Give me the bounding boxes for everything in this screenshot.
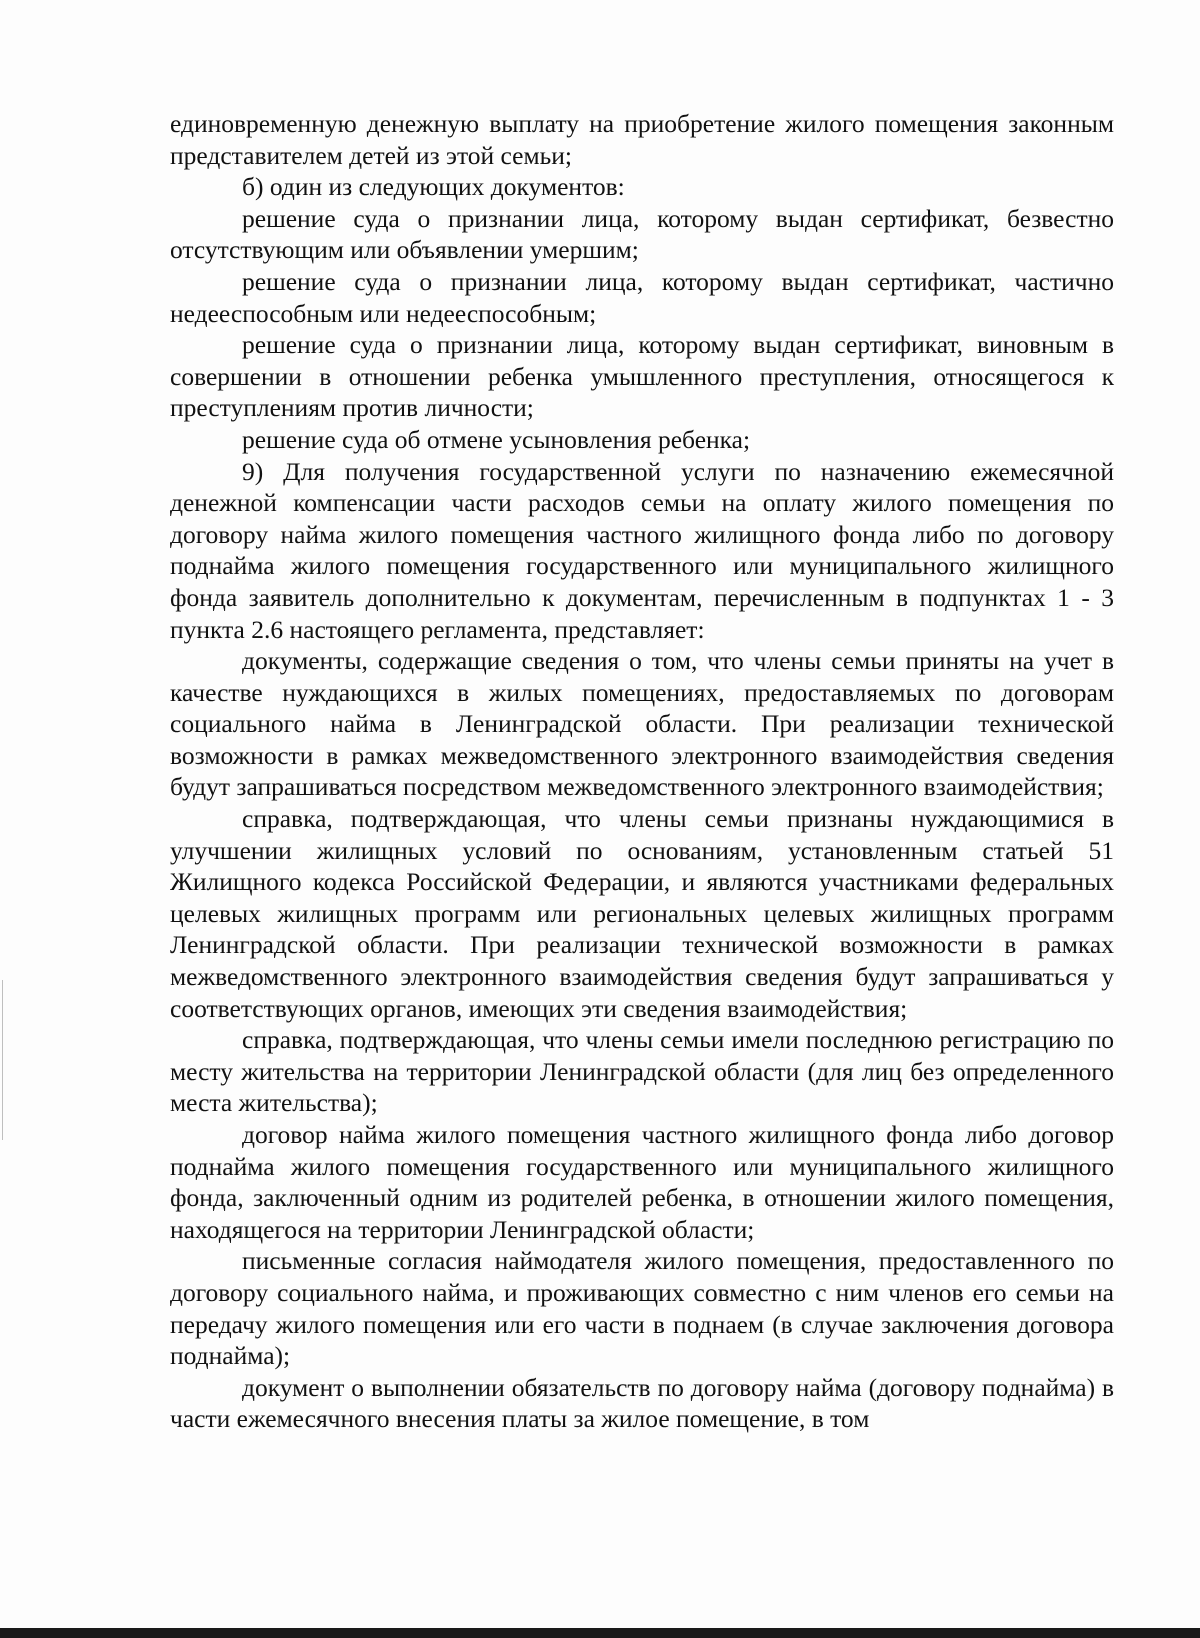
paragraph-5: решение суда о признании лица, которому выдан сертификат, виновным в совершении в отношении ребенка умышленного преступления, относящегося к преступлениям против личности;	[170, 330, 1114, 423]
paragraph-13: документ о выполнении обязательств по договору найма (договору поднайма) в части ежемесячного внесения платы за жилое помещение, в том	[170, 1372, 1114, 1434]
scan-bottom-edge	[0, 1628, 1200, 1638]
paragraph-2: б) один из следующих документов:	[242, 172, 625, 202]
paragraph-11: договор найма жилого помещения частного жилищного фонда либо договор поднайма жилого помещения государственного или муниципального жилищного фонда, заключенный одним из родителей ребенка, в отношении жилого помещения, находящегося на территории Ленинградской области;	[170, 1120, 1114, 1244]
paragraph-4: решение суда о признании лица, которому выдан сертификат, частично недееспособным или недееспособным;	[170, 266, 1114, 328]
paragraph-6: решение суда об отмене усыновления ребенка;	[242, 424, 751, 454]
scan-edge-artifact	[2, 980, 3, 1140]
paragraph-1: единовременную денежную выплату на приобретение жилого помещения законным представителем детей из этой семьи;	[170, 109, 1114, 170]
document-body	[170, 108, 1114, 1435]
paragraph-9: справка, подтверждающая, что члены семьи признаны нуждающимися в улучшении жилищных условий по основаниям, установленным статьей 51 Жилищного кодекса Российской Федерации, и являются участниками федеральных целевых жилищных программ или региональных целевых жилищных программ Ленинградской области. При реализации технической возможности в рамках межведомственного электронного взаимодействия сведения будут запрашиваться у соответствующих органов, имеющих эти сведения взаимодействия;	[170, 804, 1114, 1023]
paragraph-7: 9) Для получения государственной услуги по назначению ежемесячной денежной компенсации части расходов семьи на оплату жилого помещения по договору найма жилого помещения частного жилищного фонда либо по договору поднайма жилого помещения государственного или муниципального жилищного фонда заявитель дополнительно к документам, перечисленным в подпунктах 1 - 3 пункта 2.6 настоящего регламента, представляет:	[170, 456, 1114, 644]
paragraph-3: решение суда о признании лица, которому выдан сертификат, безвестно отсутствующим или объявлении умершим;	[170, 203, 1114, 265]
paragraph-12: письменные согласия наймодателя жилого помещения, предоставленного по договору социального найма, и проживающих совместно с ним членов его семьи на передачу жилого помещения или его части в поднаем (в случае заключения договора поднайма);	[170, 1246, 1114, 1371]
paragraph-10: справка, подтверждающая, что члены семьи имели последнюю регистрацию по месту жительства на территории Ленинградской области (для лиц без определенного места жительства);	[170, 1025, 1114, 1118]
paragraph-8: документы, содержащие сведения о том, что члены семьи приняты на учет в качестве нуждающихся в жилых помещениях, предоставляемых по договорам социального найма в Ленинградской области. При реализации технической возможности в рамках межведомственного электронного взаимодействия сведения будут запрашиваться посредством межведомственного электронного взаимодействия;	[170, 646, 1114, 802]
